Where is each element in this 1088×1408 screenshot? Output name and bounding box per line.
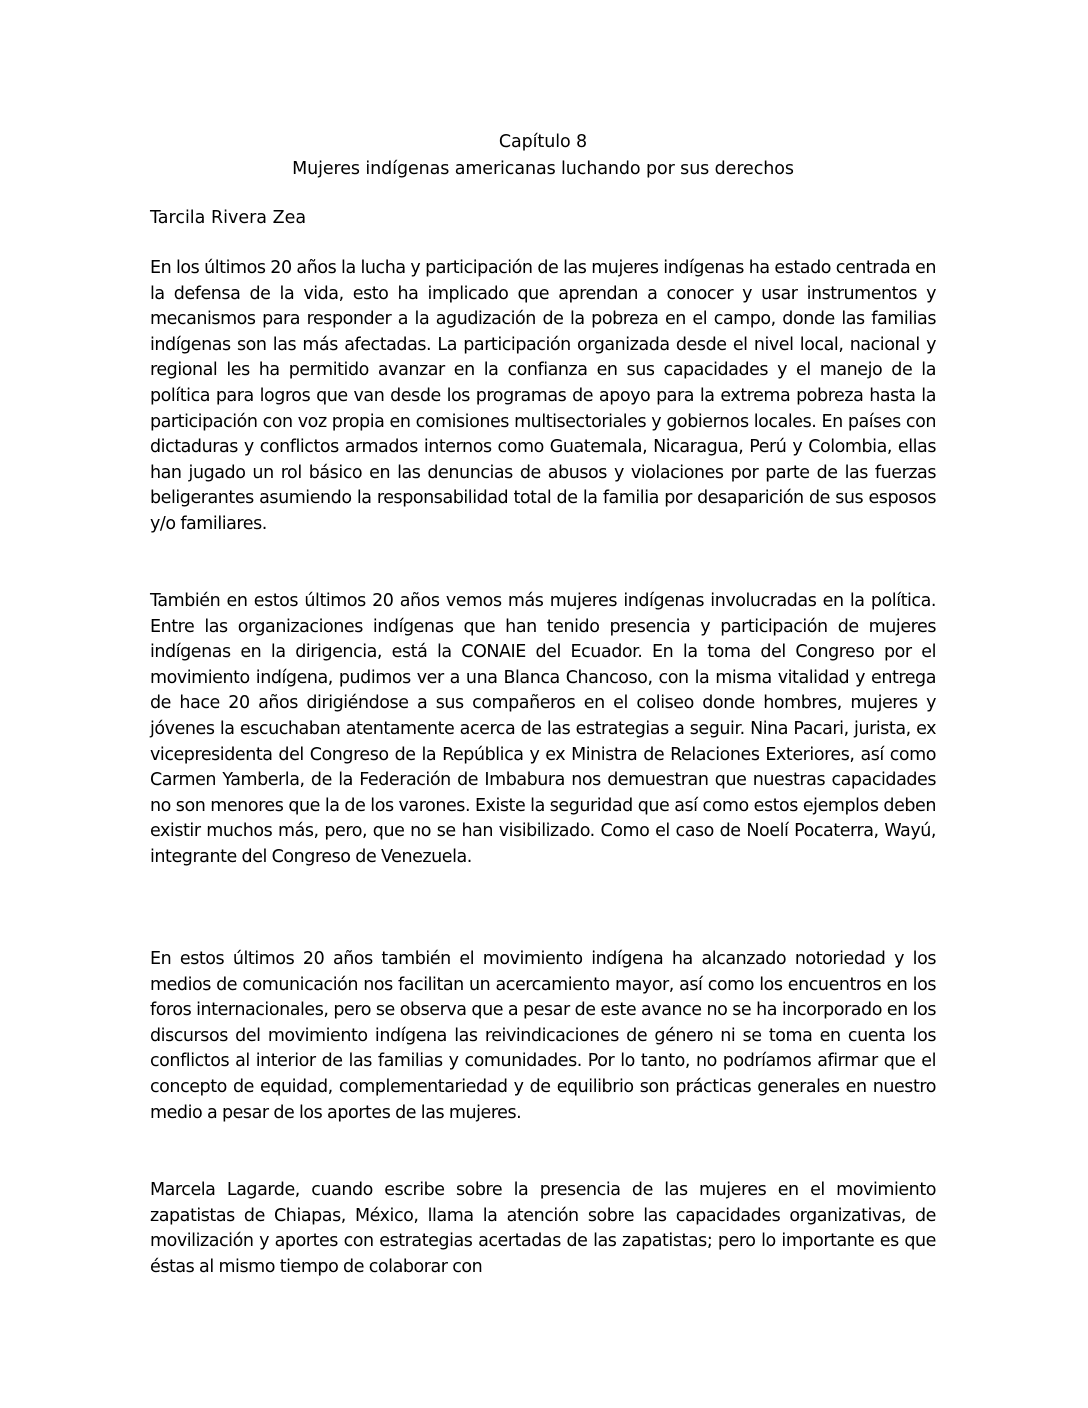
paragraph-3: En estos últimos 20 años también el movimiento indígena ha alcanzado notoriedad y los medios de comunicación nos facilitan un acercamiento mayor, así como los encuentros en los foros internacionales, pero se observa que a pesar de este avance no se ha incorporado en los discursos del movimiento indígena las reivindicaciones de género ni se toma en cuenta los conflictos al interior de las familias y comunidades. Por lo tanto, no podríamos afirmar que el concepto de equidad, complementariedad y de equilibrio son prácticas generales en nuestro medio a pesar de los aportes de las mujeres.: [150, 949, 936, 1123]
paragraph-4: Marcela Lagarde, cuando escribe sobre la presencia de las mujeres en el movimiento zapatistas de Chiapas, México, llama la atención sobre las capacidades organizativas, de movilización y aportes con estrategias acertadas de las zapatistas; pero lo importante es que éstas al mismo tiempo de colaborar con: [150, 1180, 936, 1277]
author-name: Tarcila Rivera Zea: [150, 208, 307, 228]
paragraph-2: También en estos últimos 20 años vemos más mujeres indígenas involucradas en la política. Entre las organizaciones indígenas que han tenido presencia y participación de mujeres indígenas en la dirigencia, está la CONAIE del Ecuador. En la toma del Congreso por el movimiento indígena, pudimos ver a una Blanca Chancoso, con la misma vitalidad y entrega de hace 20 años dirigiéndose a sus compañeros en el coliseo donde hombres, mujeres y jóvenes la escuchaban atentamente acerca de las estrategias a seguir. Nina Pacari, jurista, ex vicepresidenta del Congreso de la República y ex Ministra de Relaciones Exteriores, así como Carmen Yamberla, de la Federación de Imbabura nos demuestran que nuestras capacidades no son menores que la de los varones. Existe la seguridad que así como estos ejemplos deben existir muchos más, pero, que no se han visibilizado. Como el caso de Noelí Pocaterra, Wayú, integrante del Congreso de Venezuela.: [150, 591, 936, 867]
chapter-title: Mujeres indígenas americanas luchando por sus derechos: [292, 159, 794, 179]
paragraph-1: En los últimos 20 años la lucha y participación de las mujeres indígenas ha estado centrada en la defensa de la vida, esto ha implicado que aprendan a conocer y usar instrumentos y mecanismos para responder a la agudización de la pobreza en el campo, donde las familias indígenas son las más afectadas. La participación organizada desde el nivel local, nacional y regional les ha permitido avanzar en la confianza en sus capacidades y el manejo de la política para logros que van desde los programas de apoyo para la extrema pobreza hasta la participación con voz propia en comisiones multisectoriales y gobiernos locales. En países con dictaduras y conflictos armados internos como Guatemala, Nicaragua, Perú y Colombia, ellas han jugado un rol básico en las denuncias de abusos y violaciones por parte de las fuerzas beligerantes asumiendo la responsabilidad total de la familia por desaparición de sus esposos y/o familiares.: [150, 258, 936, 534]
chapter-number: Capítulo 8: [498, 132, 588, 152]
